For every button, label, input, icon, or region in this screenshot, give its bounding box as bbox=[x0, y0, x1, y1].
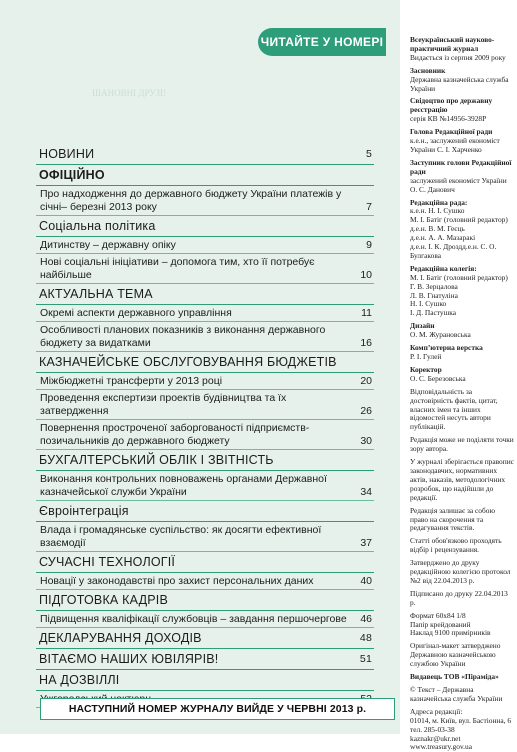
toc-section-title: ОФІЦІЙНО bbox=[36, 166, 374, 186]
toc-item bbox=[36, 611, 374, 628]
toc-item bbox=[36, 373, 374, 390]
address-label: Адреса редакції: bbox=[410, 706, 463, 716]
original-text: Оригінал-макет затверджено Державною казначейською службою України bbox=[410, 641, 501, 669]
faint-bleed-text: ШАНОВНІ ДРУЗІ! bbox=[92, 88, 167, 98]
chair-text: к.е.н., заслужений економіст України С. І. Харченко bbox=[410, 136, 500, 154]
toc-section-title: НА ДОЗВІЛЛІ bbox=[36, 671, 374, 691]
publisher-text: Видавець ТОВ «Піраміда» bbox=[410, 672, 499, 682]
toc-section bbox=[36, 166, 374, 216]
toc-item bbox=[36, 471, 374, 501]
cert-text: серія КВ №14956-3928Р bbox=[410, 114, 487, 124]
colophon bbox=[410, 36, 514, 752]
toc-section-title: Соціальна політика bbox=[36, 217, 374, 237]
articles-note: Статті обов'язково проходять відбір і рецензування. bbox=[410, 536, 502, 555]
toc-section-title: АКТУАЛЬНА ТЕМА bbox=[36, 285, 374, 305]
toc-item-title: Проведення експертизи проектів будівництва та їх затвердження bbox=[40, 392, 287, 417]
toc-section-title bbox=[36, 629, 374, 649]
founder-label: Засновник bbox=[410, 65, 446, 75]
chair-label: Голова Редакційної ради bbox=[410, 127, 493, 137]
toc-section-title bbox=[36, 145, 374, 165]
proof-text: О. С. Березовська bbox=[410, 373, 466, 383]
toc-item-title: Виконання контрольних повноважень органами Державної казначейської служби України bbox=[40, 473, 327, 498]
copyright-text: © Текст – Державна казначейська служба України bbox=[410, 685, 503, 703]
since-text: Видається із серпня 2009 року bbox=[410, 52, 506, 62]
design-label: Дизайн bbox=[410, 321, 435, 331]
toc-page-number: 16 bbox=[360, 337, 372, 349]
toc-page-number: 40 bbox=[360, 575, 372, 587]
toc-section bbox=[36, 285, 374, 352]
deputy-text: заслужений економіст України О. С. Данович bbox=[410, 175, 507, 194]
toc-section bbox=[36, 650, 374, 670]
toc-section bbox=[36, 217, 374, 284]
toc-item-title: Влада і громадянське суспільство: як досягти ефективної взаємодії bbox=[40, 524, 322, 549]
toc-page-number: 7 bbox=[366, 201, 372, 213]
toc-item bbox=[36, 573, 374, 590]
rights-note: Редакція залишає за собою право на скорочення та редагування текстів. bbox=[410, 505, 495, 533]
toc-section bbox=[36, 502, 374, 552]
format-text: Формат 60х84 1/8 bbox=[410, 610, 466, 620]
board-label: Редакційна колегія: bbox=[410, 263, 477, 273]
toc-item bbox=[36, 186, 374, 216]
toc-item-title: Особливості планових показників з виконання державного бюджету за видатками bbox=[40, 324, 326, 349]
cert-label: Свідоцтво про державну реєстрацію bbox=[410, 96, 493, 115]
toc-section-title: СУЧАСНІ ТЕХНОЛОГІЇ bbox=[36, 553, 374, 573]
toc-page-number: 46 bbox=[360, 613, 372, 625]
toc-item-title: Дитинству – державну опіку bbox=[40, 239, 176, 251]
layout-text: Р. І. Гулей bbox=[410, 352, 442, 361]
address-text: 01014, м. Київ, вул. Бастіонна, 6 тел. 285-03-38 kaznakr@ukr.net www.treasury.gov.ua bbox=[410, 715, 512, 752]
toc-page-number: 30 bbox=[360, 435, 372, 447]
toc-section-title-text: НОВИНИ bbox=[39, 147, 95, 161]
proof-label: Коректор bbox=[410, 364, 442, 374]
toc-section-title: БУХГАЛТЕРСЬКИЙ ОБЛІК І ЗВІТНІСТЬ bbox=[36, 451, 374, 471]
toc-section-title: ПІДГОТОВКА КАДРІВ bbox=[36, 591, 374, 611]
deputy-label: Заступник голови Редакційної ради bbox=[410, 157, 512, 176]
toc-page-number: 37 bbox=[360, 537, 372, 549]
toc-section-title-text: ВІТАЄМО НАШИХ ЮВІЛЯРІВ! bbox=[39, 652, 219, 666]
board-text: М. І. Батіг (головний редактор) Г. В. Зерцалова Л. В. Гнатуліна Н. І. Сушко І. Д. Пастушка bbox=[410, 272, 508, 318]
toc-item bbox=[36, 237, 374, 254]
table-of-contents bbox=[36, 145, 374, 709]
toc-section bbox=[36, 451, 374, 501]
toc-section-title: Євроінтеграція bbox=[36, 502, 374, 522]
toc-item-title: Про надходження до державного бюджету України платежів у січні– березні 2013 року bbox=[40, 188, 342, 213]
toc-section bbox=[36, 553, 374, 590]
journal-title: Всеукраїнський науково-практичний журнал bbox=[410, 35, 495, 53]
toc-page-number: 26 bbox=[360, 405, 372, 417]
toc-section bbox=[36, 353, 374, 450]
materials-note: У журналі зберігається правопис законодавчих, нормативних актів, наказів, методологічних розробок, що надійшли до редакції. bbox=[410, 457, 514, 502]
toc-item bbox=[36, 305, 374, 322]
toc-page-number: 34 bbox=[360, 486, 372, 498]
toc-section-title bbox=[36, 650, 374, 670]
editors-note: Редакція може не поділяти точки зору автора. bbox=[410, 435, 514, 454]
toc-item bbox=[36, 254, 374, 284]
layout-label: Комп’ютерна верстка bbox=[410, 343, 483, 353]
toc-item bbox=[36, 390, 374, 420]
toc-page-number: 11 bbox=[361, 307, 372, 319]
toc-section bbox=[36, 591, 374, 628]
toc-page-number: 10 bbox=[360, 269, 372, 281]
approved-text: Затверджено до друку редакційною колегією протокол №2 від 22.04.2013 р. bbox=[410, 558, 511, 585]
toc-item bbox=[36, 322, 374, 352]
toc-item bbox=[36, 522, 374, 552]
toc-page-number: 5 bbox=[365, 148, 372, 160]
toc-section-title-text: ДЕКЛАРУВАННЯ ДОХОДІВ bbox=[39, 631, 202, 645]
toc-section bbox=[36, 145, 374, 165]
paper-text: Папір крейдований bbox=[410, 619, 471, 629]
toc-section-title: КАЗНАЧЕЙСЬКЕ ОБСЛУГОВУВАННЯ БЮДЖЕТІВ bbox=[36, 353, 374, 373]
copies-text: Наклад 9100 примірників bbox=[410, 628, 491, 638]
toc-item-title: Нові соціальні ініціативи – допомога тим, хто її потребує найбільше bbox=[40, 256, 315, 281]
toc-page-number: 48 bbox=[359, 632, 372, 644]
toc-page-number: 20 bbox=[360, 375, 372, 387]
toc-item-title: Підвищення кваліфікації службовців – завдання першочергове bbox=[40, 613, 347, 625]
next-issue-notice: НАСТУПНИЙ НОМЕР ЖУРНАЛУ ВИЙДЕ У ЧЕРВНІ 2013 р. bbox=[40, 698, 395, 720]
council-label: Редакційна рада: bbox=[410, 197, 468, 207]
toc-section bbox=[36, 629, 374, 649]
contents-banner: ЧИТАЙТЕ У НОМЕРІ bbox=[258, 28, 386, 56]
toc-item bbox=[36, 420, 374, 450]
toc-page-number: 9 bbox=[366, 239, 372, 251]
design-text: О. М. Журановська bbox=[410, 330, 471, 340]
toc-page-number: 51 bbox=[359, 653, 372, 665]
council-text: к.е.н. Н. І. Сушко М. І. Батіг (головний редактор) д.е.н. В. М. Геєць д.е.н. А. А. Мазаракі д.е.н. І. К. Дроздд.е.н. С. О. Булгакова bbox=[410, 206, 508, 260]
toc-item-title: Новації у законодавстві про захист персональних даних bbox=[40, 575, 314, 587]
toc-item-title: Міжбюджетні трансферти у 2013 році bbox=[40, 375, 223, 387]
toc-item-title: Окремі аспекти державного управління bbox=[40, 307, 232, 319]
toc-item-title: Повернення простроченої заборгованості підприємств-позичальників до державного бюджету bbox=[40, 422, 310, 447]
founder-text: Державна казначейська служба України bbox=[410, 74, 509, 93]
signed-text: Підписано до друку 22.04.2013 р. bbox=[410, 588, 508, 607]
responsibility-text: Відповідальність за достовірність фактів, цитат, власних імен та інших відомостей несуть автори публікацій. bbox=[410, 386, 498, 432]
